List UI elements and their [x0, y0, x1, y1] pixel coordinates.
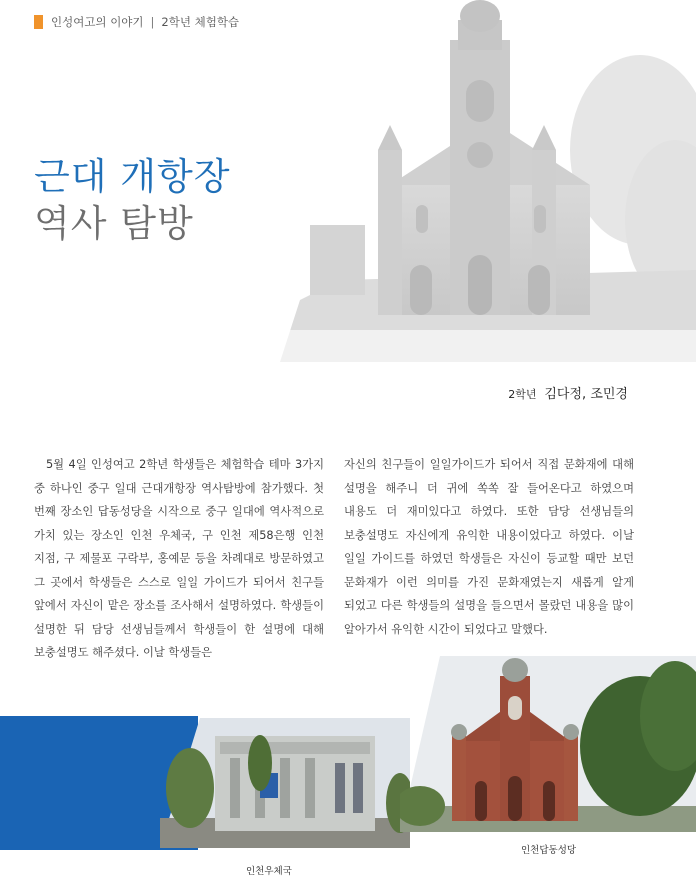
byline: [508, 383, 628, 402]
header-divider: |: [150, 15, 155, 29]
cathedral-caption: 인천답동성당: [521, 845, 577, 856]
article-title-line2: 역사 탐방: [34, 202, 194, 245]
article-title-line1: 근대 개항장: [34, 155, 231, 198]
post-office-photo: [160, 718, 410, 848]
cathedral-background-image: [280, 0, 696, 362]
section-title: 인성여고의 이야기: [51, 15, 144, 29]
subsection-title: 2학년 체험학습: [161, 15, 240, 29]
article-right-column: 자신의 친구들이 일일가이드가 되어서 직접 문화재에 대해 설명을 해주니 더 귀에 쏙쏙 잘 들어온다고 하였으며 내용도 더 재미있다고 하였다. 또한 담당 선생님들의 보충설명도 자신에게 유익한 내용이었다고 하였다. 이날 일일 가이드를 하였던 학생들은 자신이 등교할 때만 보던 문화재가 이런 의미를 가진 문화재였는지 새롭게 알게 되었고 다른 학생들의 설명을 들으면서 몰랐던 내용을 많이 알아가서 유익한 시간이 되었다고 말했다.: [344, 458, 634, 636]
article-left-column: 5월 4일 인성여고 2학년 학생들은 체험학습 테마 3가지 중 하나인 중구 일대 근대개항장 역사탐방에 참가했다. 첫 번째 장소인 답동성당을 시작으로 중구 일대에 역사적으로 가치 있는 장소인 인천 우체국, 구 인천 제58은행 인천 지점, 구 제물포 구락부, 홍예문 등을 차례대로 방문하였고 그 곳에서 학생들은 스스로 일일 가이드가 되어서 친구들 앞에서 자신이 맡은 장소를 조사해서 설명하였다. 학생들이 설명한 뒤 담당 선생님들께서 학생들이 한 설명에 대해 보충설명도 해주셨다. 이날 학생들은: [34, 458, 324, 659]
post-office-caption: 인천우체국: [246, 866, 292, 877]
cathedral-photo: [400, 656, 696, 832]
byline-authors: 김다정, 조민경: [544, 387, 628, 402]
orange-marker-icon: [34, 15, 43, 29]
byline-grade: 2학년: [508, 388, 537, 401]
section-header: [34, 14, 239, 30]
